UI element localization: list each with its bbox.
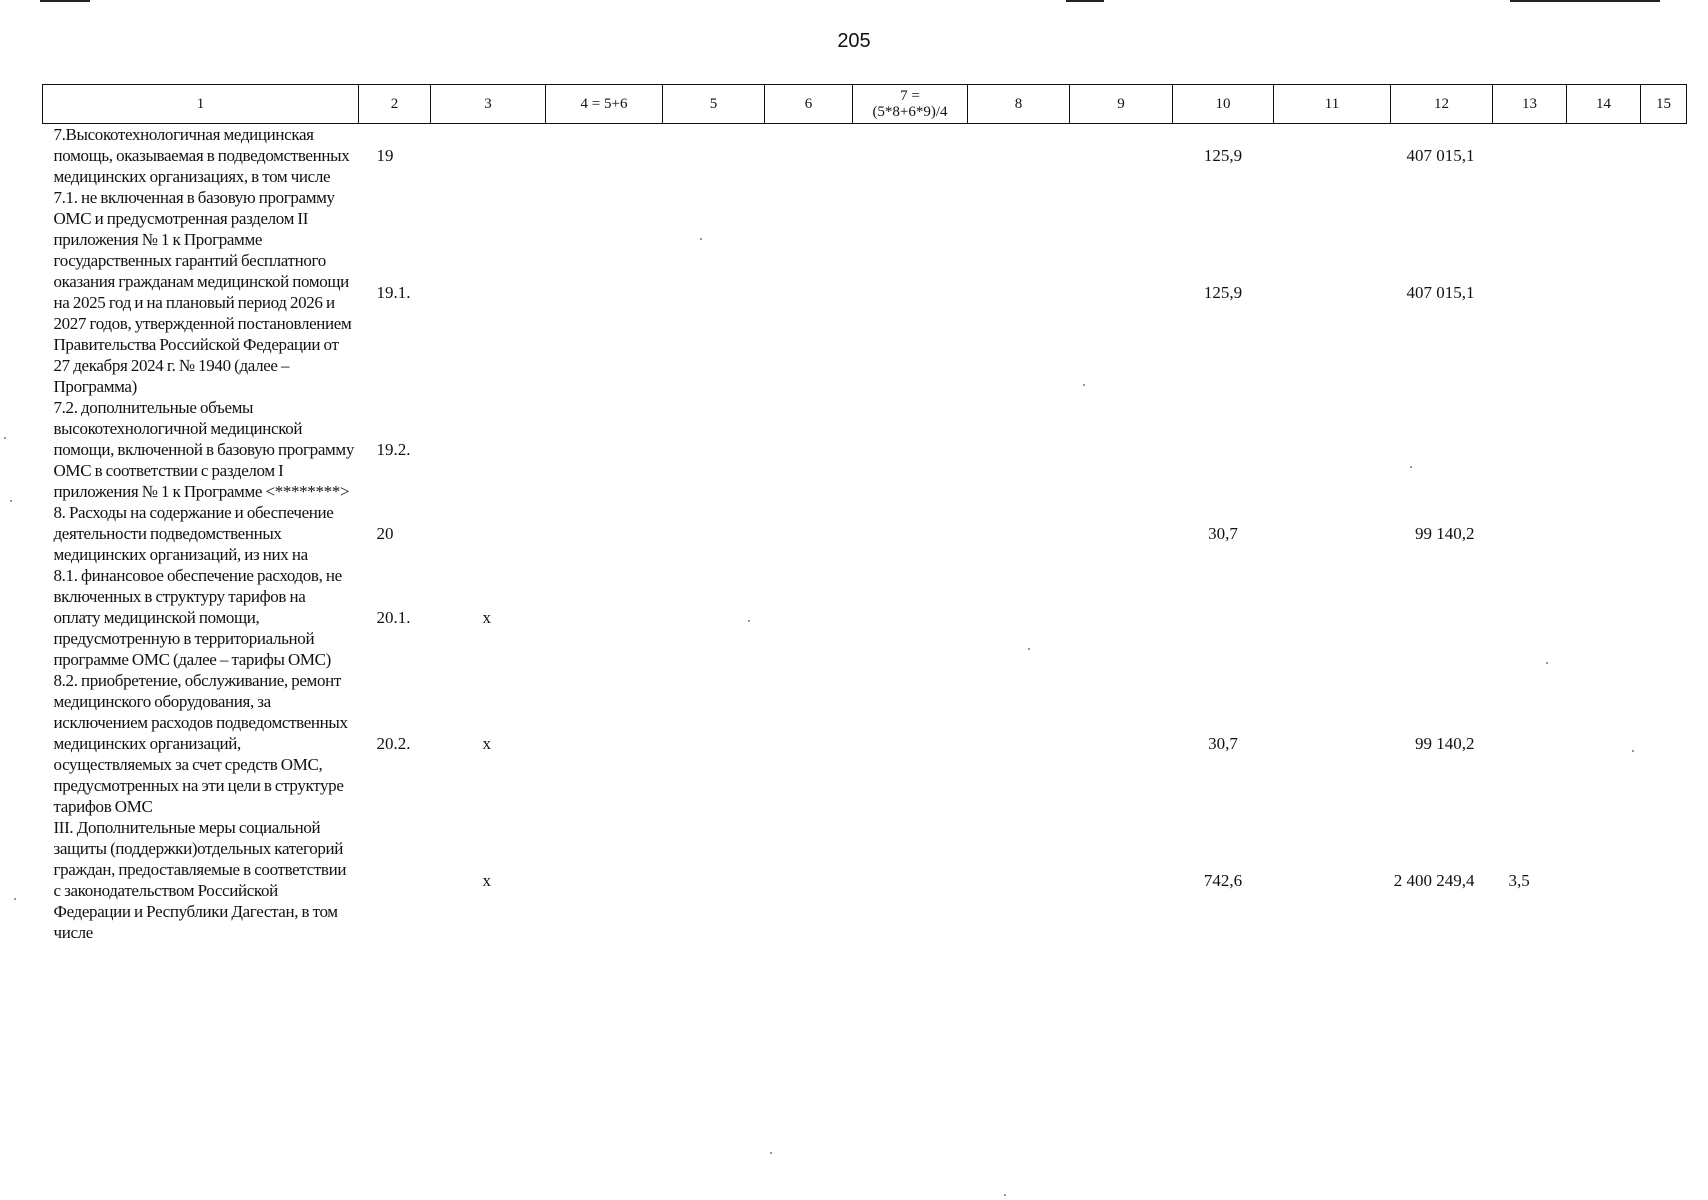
row-col12 [1391, 397, 1493, 502]
col-header: 7 = (5*8+6*9)/4 [853, 85, 968, 124]
col-header: 14 [1567, 85, 1641, 124]
row-col13 [1493, 397, 1567, 502]
row-code: 20.1. [376, 608, 411, 627]
col-header: 12 [1391, 85, 1493, 124]
row-col12: 99 140,2 [1415, 734, 1475, 753]
col-header: 15 [1641, 85, 1687, 124]
row-col12: 407 015,1 [1406, 282, 1475, 302]
table-row [43, 670, 1687, 817]
col-header: 4 = 5+6 [546, 85, 663, 124]
row-col13: 3,5 [1508, 870, 1530, 890]
row-name: 8.1. финансовое обеспечение расходов, не включенных в структуру тарифов на оплату медицинской помощи, предусмотренную в территориальной программе ОМС (далее – тарифы ОМС) [53, 566, 342, 669]
row-col3: х [482, 734, 491, 753]
row-col13 [1493, 670, 1567, 817]
scan-speck [1004, 1194, 1006, 1196]
col-header: 5 [663, 85, 765, 124]
row-col10: 30,7 [1208, 734, 1238, 753]
row-col10: 30,7 [1208, 524, 1238, 543]
row-col3 [431, 124, 546, 188]
row-col3: х [482, 608, 491, 627]
row-col12: 99 140,2 [1415, 524, 1475, 543]
col-header: 8 [968, 85, 1070, 124]
scan-speck [4, 437, 6, 439]
row-col13 [1493, 124, 1567, 188]
col-header: 6 [765, 85, 853, 124]
col-header: 11 [1274, 85, 1391, 124]
col-header: 13 [1493, 85, 1567, 124]
row-col12: 407 015,1 [1406, 146, 1475, 165]
row-name: 7.Высокотехнологичная медицинская помощь, оказываемая в подведомственных медицинских организациях, в том числе [53, 125, 350, 186]
table-row [43, 817, 1687, 943]
col-header: 10 [1173, 85, 1274, 124]
scan-speck [14, 898, 16, 900]
row-name: III. Дополнительные меры социальной защиты (поддержки)отдельных категорий граждан, предоставляемые в соответствии с законодательством Российской Федерации и Республики Дагестан, в том числе [53, 818, 347, 942]
row-col3: х [482, 870, 491, 890]
col-header: 3 [431, 85, 546, 124]
scan-edge-mark [40, 0, 90, 2]
table-row [43, 397, 1687, 502]
col-header: 9 [1070, 85, 1173, 124]
col-header: 2 [359, 85, 431, 124]
row-code: 19 [376, 146, 394, 165]
scan-speck [10, 500, 12, 502]
scan-speck [770, 1152, 772, 1154]
row-col13 [1493, 187, 1567, 397]
row-name: 8.2. приобретение, обслуживание, ремонт медицинского оборудования, за исключением расходов подведомственных медицинских организаций, осуществляемых за счет средств ОМС, предусмотренных на эти цели в структуре тарифов ОМС [53, 671, 348, 816]
row-col3 [431, 502, 546, 565]
table-row [43, 565, 1687, 670]
row-code: 20.2. [376, 734, 411, 753]
col-header: 1 [43, 85, 359, 124]
scan-edge-mark [1066, 0, 1104, 2]
row-name: 7.2. дополнительные объемы высокотехнологичной медицинской помощи, включенной в базовую программу ОМС в соответствии с разделом I приложения № 1 к Программе <********> [53, 398, 354, 501]
row-name: 7.1. не включенная в базовую программу ОМС и предусмотренная разделом II приложения № 1 к Программе государственных гарантий бесплатного оказания гражданам медицинской помощи на 2025 год и на плановый период 2026 и 2027 годов, утвержденной постановлением Правительства Российской Федерации от 27 декабря 2024 г. № 1940 (далее – Программа) [53, 188, 352, 396]
scan-edge-mark [1510, 0, 1660, 2]
row-code [359, 817, 431, 943]
row-code: 20 [376, 524, 394, 543]
row-col10: 125,9 [1203, 282, 1243, 302]
row-col3 [431, 397, 546, 502]
row-col12: 2 400 249,4 [1393, 870, 1475, 890]
table-row [43, 187, 1687, 397]
row-col10 [1173, 565, 1274, 670]
header-row [43, 85, 1687, 124]
row-col10 [1173, 397, 1274, 502]
row-col10: 125,9 [1203, 146, 1243, 165]
row-col10: 742,6 [1203, 870, 1243, 890]
row-col3 [431, 187, 546, 397]
row-code: 19.1. [376, 282, 411, 302]
row-col13 [1493, 565, 1567, 670]
table-row [43, 124, 1687, 188]
page-number: 205 [837, 30, 871, 52]
row-col12 [1391, 565, 1493, 670]
table-row [43, 502, 1687, 565]
row-name: 8. Расходы на содержание и обеспечение деятельности подведомственных медицинских организаций, из них на [53, 503, 334, 564]
row-code: 19.2. [376, 440, 411, 459]
row-col13 [1493, 502, 1567, 565]
budget-table [42, 84, 1687, 943]
